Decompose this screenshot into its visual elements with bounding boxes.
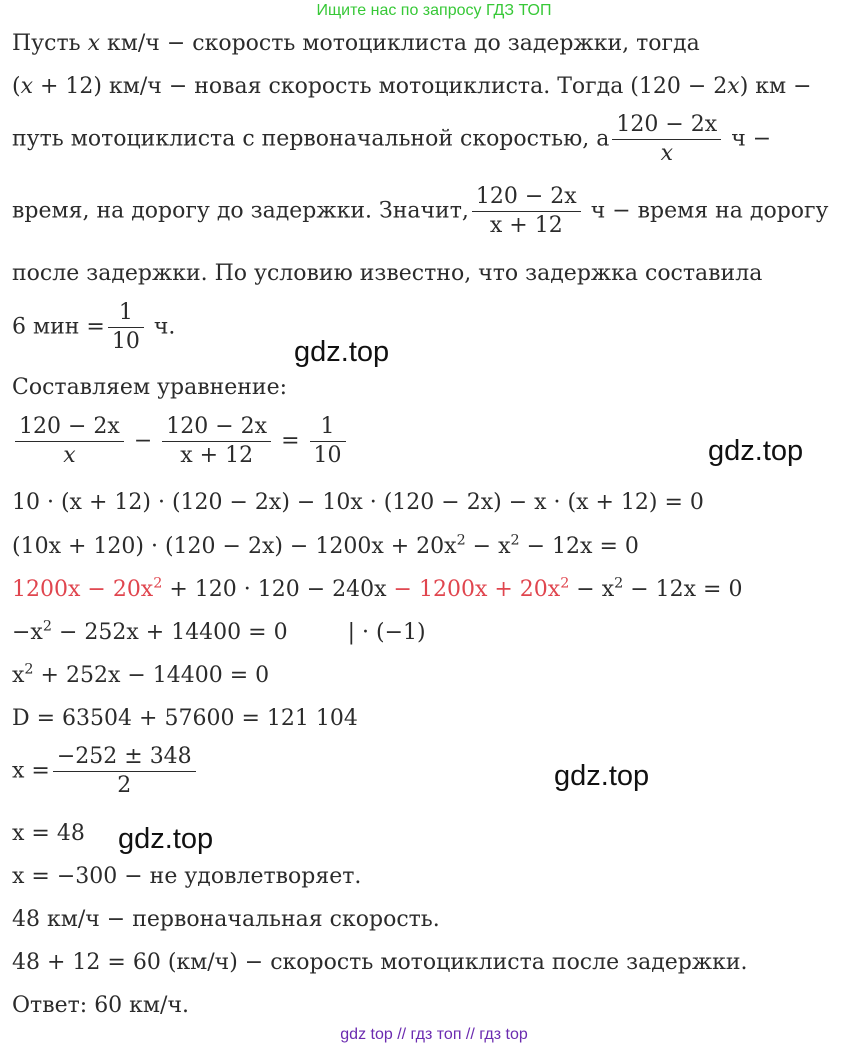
text: −x [12, 620, 43, 645]
equation-fractions [12, 416, 349, 467]
exponent: 2 [24, 661, 34, 678]
text: путь мотоциклиста с первоначальной скоростью, а [12, 126, 610, 152]
text: − x [465, 534, 511, 559]
text-line-2 [12, 76, 812, 98]
text: ( [12, 74, 21, 99]
fraction [15, 416, 124, 467]
text-line-3 [12, 114, 771, 165]
exponent: 2 [153, 575, 163, 592]
watermark: gdz.top [708, 435, 804, 467]
text: ч. [146, 314, 176, 340]
watermark: gdz.top [554, 760, 650, 792]
cancelled-term: 1200x − 20x [12, 577, 154, 602]
exponent: 2 [614, 575, 624, 592]
roots-formula [12, 746, 199, 797]
text: Пусть [12, 31, 88, 56]
conclusion-2: 48 + 12 = 60 (км/ч) − скорость мотоциклиста после задержки. [12, 950, 748, 975]
text-line-7: Составляем уравнение: [12, 375, 288, 400]
fraction [472, 186, 581, 237]
exponent: 2 [456, 532, 466, 549]
discriminant-line: D = 63504 + 57600 = 121 104 [12, 706, 358, 731]
denominator: 10 [108, 327, 144, 353]
text: 6 мин = [12, 314, 105, 340]
text: − x [569, 577, 615, 602]
fraction [108, 302, 144, 353]
text: ч − время на дорогу [583, 198, 829, 224]
numerator: 120 − 2x [166, 414, 268, 439]
denominator: 10 [310, 441, 346, 467]
var-x: x [87, 31, 101, 56]
denominator: x [612, 139, 721, 165]
operator: = [274, 428, 307, 454]
text: x = [12, 758, 50, 784]
text: x [12, 663, 25, 688]
denominator: 2 [53, 771, 196, 797]
text: ч − [724, 126, 772, 152]
exponent: 2 [510, 532, 520, 549]
numerator: 120 − 2x [616, 112, 718, 137]
watermark: gdz.top [118, 823, 214, 855]
numerator: 1 [118, 300, 133, 325]
footer-links: gdz top // гдз топ // гдз top [340, 1026, 528, 1043]
equation-line-4 [12, 618, 426, 645]
text: − 12x = 0 [623, 577, 743, 602]
root-1: x = 48 [12, 821, 85, 846]
search-banner: Ищите нас по запросу ГДЗ ТОП [316, 2, 552, 19]
conclusion-1: 48 км/ч − первоначальная скорость. [12, 907, 440, 932]
text: − 252x + 14400 = 0 [51, 620, 288, 645]
text: ) км − [739, 74, 812, 99]
text: км/ч − скорость мотоциклиста до задержки, тогда [100, 31, 700, 56]
text: + 252x − 14400 = 0 [33, 663, 270, 688]
cancelled-term: − 1200x + 20x [393, 577, 561, 602]
operator: − [126, 428, 160, 454]
denominator: x [15, 441, 124, 467]
fraction [53, 746, 196, 797]
answer-line: Ответ: 60 км/ч. [12, 993, 189, 1018]
text: время, на дорогу до задержки. Значит, [12, 198, 469, 224]
var-x: x [727, 74, 740, 99]
equation-line-5 [12, 661, 270, 688]
text: − 12x = 0 [519, 534, 639, 559]
text: (10x + 120) · (120 − 2x) − 1200x + 20x [12, 534, 457, 559]
watermark: gdz.top [294, 336, 390, 368]
equation-line-1: 10 · (x + 12) · (120 − 2x) − 10x · (120 − 2x) − x · (x + 12) = 0 [12, 490, 704, 515]
exponent: 2 [560, 575, 570, 592]
denominator: x + 12 [472, 211, 581, 237]
fraction [612, 114, 721, 165]
root-2: x = −300 − не удовлетворяет. [12, 864, 362, 889]
fraction [310, 416, 346, 467]
numerator: 120 − 2x [475, 184, 577, 209]
text-line-5: после задержки. По условию известно, что задержка составила [12, 261, 763, 286]
text-line-1 [12, 33, 700, 55]
numerator: 1 [320, 414, 335, 439]
fraction [162, 416, 271, 467]
numerator: 120 − 2x [19, 414, 120, 439]
multiply-note: | · (−1) [347, 620, 426, 645]
denominator: x + 12 [162, 441, 271, 467]
text: + 120 · 120 − 240x [162, 577, 394, 602]
equation-line-2 [12, 532, 639, 559]
text-line-6 [12, 302, 175, 353]
exponent: 2 [42, 618, 52, 635]
text-line-4 [12, 186, 829, 237]
numerator: −252 ± 348 [56, 744, 192, 769]
var-x: x [20, 74, 34, 99]
equation-line-3 [12, 575, 743, 602]
text: + 12) км/ч − новая скорость мотоциклиста. Тогда (120 − 2 [33, 74, 728, 99]
